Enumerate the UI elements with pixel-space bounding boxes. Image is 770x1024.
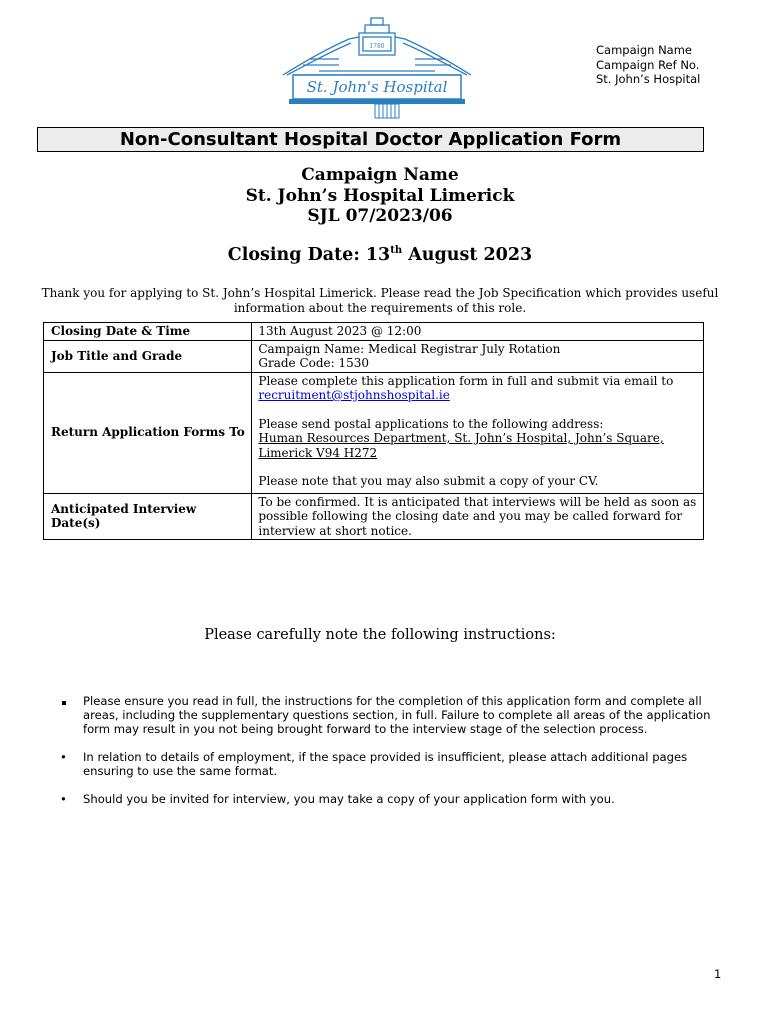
return-address: Human Resources Department, St. John’s Hospital, John’s Square, Limerick V94 H272: [258, 431, 664, 460]
return-email-text: Please complete this application form in full and submit via email to: [258, 373, 674, 388]
bullet-icon: •: [60, 750, 67, 764]
meta-campaign-ref: Campaign Ref No.: [596, 57, 700, 72]
instructions-heading: Please carefully note the following instructions:: [204, 627, 556, 643]
interview-label: Anticipated Interview Date(s): [44, 493, 252, 540]
meta-campaign-name: Campaign Name: [596, 43, 692, 57]
job-value-line2: Grade Code: 1530: [258, 356, 370, 370]
header-meta: [596, 43, 700, 87]
closing-sup: th: [390, 245, 403, 256]
table-row-closing: [44, 323, 704, 341]
meta-hospital: St. John’s Hospital: [596, 72, 701, 86]
return-label: Return Application Forms To: [44, 372, 252, 493]
return-email-line: [258, 374, 699, 403]
closing-suffix: August 2023: [402, 245, 533, 265]
details-table: [43, 322, 704, 540]
form-title: Non-Consultant Hospital Doctor Application Form: [37, 127, 704, 152]
intro-paragraph: Thank you for applying to St. John’s Hospital Limerick. Please read the Job Specification which provides useful information about the requirements of this role.: [41, 286, 719, 315]
campaign-block: [0, 165, 760, 227]
interview-value: To be confirmed. It is anticipated that interviews will be held as soon as possible following the closing date and you may be called forward for interview at short notice.: [252, 493, 704, 540]
job-value-line1: Campaign Name: Medical Registrar July Rotation: [258, 341, 561, 356]
campaign-name: Campaign Name: [301, 165, 459, 185]
table-row-interview: [44, 493, 704, 540]
job-value: [252, 340, 704, 372]
svg-text:1780: 1780: [369, 43, 385, 50]
page-number: 1: [714, 967, 722, 981]
instruction-text: In relation to details of employment, if the space provided is insufficient, please attach additional pages ensuring to use the same format.: [83, 750, 688, 778]
closing-value: 13th August 2023 @ 12:00: [252, 323, 704, 341]
square-bullet-icon: [62, 701, 66, 705]
recruitment-email-link[interactable]: recruitment@stjohnshospital.ie: [258, 388, 450, 402]
instruction-text: Please ensure you read in full, the instructions for the completion of this application form and complete all areas, including the supplementary questions section, in full. Failure to complete all areas of the application form may result in you not being brought forward to the interview stage of the selection process.: [83, 694, 711, 736]
bullet-icon: •: [60, 792, 67, 806]
list-item: [60, 694, 725, 736]
campaign-ref: SJL 07/2023/06: [307, 206, 453, 226]
closing-label: Closing Date & Time: [44, 323, 252, 341]
closing-date-heading: [0, 244, 760, 266]
svg-text:St. John's Hospital: St. John's Hospital: [306, 78, 448, 96]
return-cv-note: Please note that you may also submit a copy of your CV.: [258, 474, 599, 488]
instructions-list: [60, 694, 725, 820]
list-item: [60, 750, 725, 778]
list-item: [60, 792, 725, 806]
return-value: [252, 372, 704, 493]
table-row-job: [44, 340, 704, 372]
hospital-logo: [279, 15, 475, 121]
hospital-logo-icon: [279, 15, 475, 121]
table-row-return: [44, 372, 704, 493]
campaign-hospital: St. John’s Hospital Limerick: [245, 185, 515, 206]
instruction-text: Should you be invited for interview, you may take a copy of your application form with you.: [83, 792, 615, 806]
job-label: Job Title and Grade: [44, 340, 252, 372]
return-postal-text: Please send postal applications to the following address:: [258, 416, 604, 431]
closing-prefix: Closing Date: 13: [227, 245, 391, 265]
